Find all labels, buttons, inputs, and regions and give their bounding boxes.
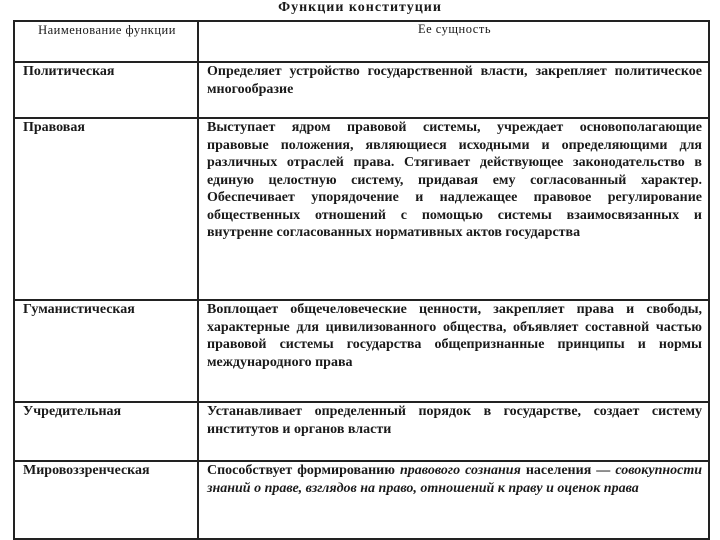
function-name: Учредительная [14, 402, 198, 461]
header-essence-column: Ее сущность [198, 21, 709, 62]
essence-middle: населения — [525, 463, 611, 478]
function-essence [198, 461, 709, 539]
table-row [14, 402, 709, 461]
function-essence: Устанавливает определенный порядок в государстве, создает систему институтов и органов власти [198, 402, 709, 461]
function-name: Правовая [14, 118, 198, 300]
table-row [14, 300, 709, 402]
document-title: Функции конституции [278, 0, 442, 15]
function-essence: Определяет устройство государственной власти, закрепляет политическое многообразие [198, 62, 709, 118]
function-name: Мировоззренческая [14, 461, 198, 539]
essence-italic-definition: совокупности знаний о праве, взглядов на право, отношений к праву и оценок права [207, 463, 703, 496]
function-name: Гуманистическая [14, 300, 198, 402]
table-row [14, 62, 709, 118]
function-essence: Воплощает общечеловеческие ценности, закрепляет права и свободы, характерные для цивилизованного общества, объявляет составной частью правовой системы государства общепризнанные принципы и нормы международного права [198, 300, 709, 402]
essence-italic-legal-consciousness: правового сознания [399, 463, 521, 478]
function-name: Политическая [14, 62, 198, 118]
essence-intro: Способствует формированию [207, 463, 395, 478]
function-essence: Выступает ядром правовой системы, учреждает основополагающие правовые положения, являющиеся исходными и определяющими для различных отраслей права. Стягивает действующее законодательство в единую целостную систему, придавая ему согласованный характер. Обеспечивает упорядочение и надлежащее правовое регулирование общественных отношений с помощью системы взаимосвязанных и внутренне согласованных нормативных актов государства [198, 118, 709, 300]
header-name-column: Наименование функции [14, 21, 198, 62]
table-header-row [14, 21, 709, 62]
table-row [14, 118, 709, 300]
table-row [14, 461, 709, 539]
functions-table [13, 20, 710, 540]
